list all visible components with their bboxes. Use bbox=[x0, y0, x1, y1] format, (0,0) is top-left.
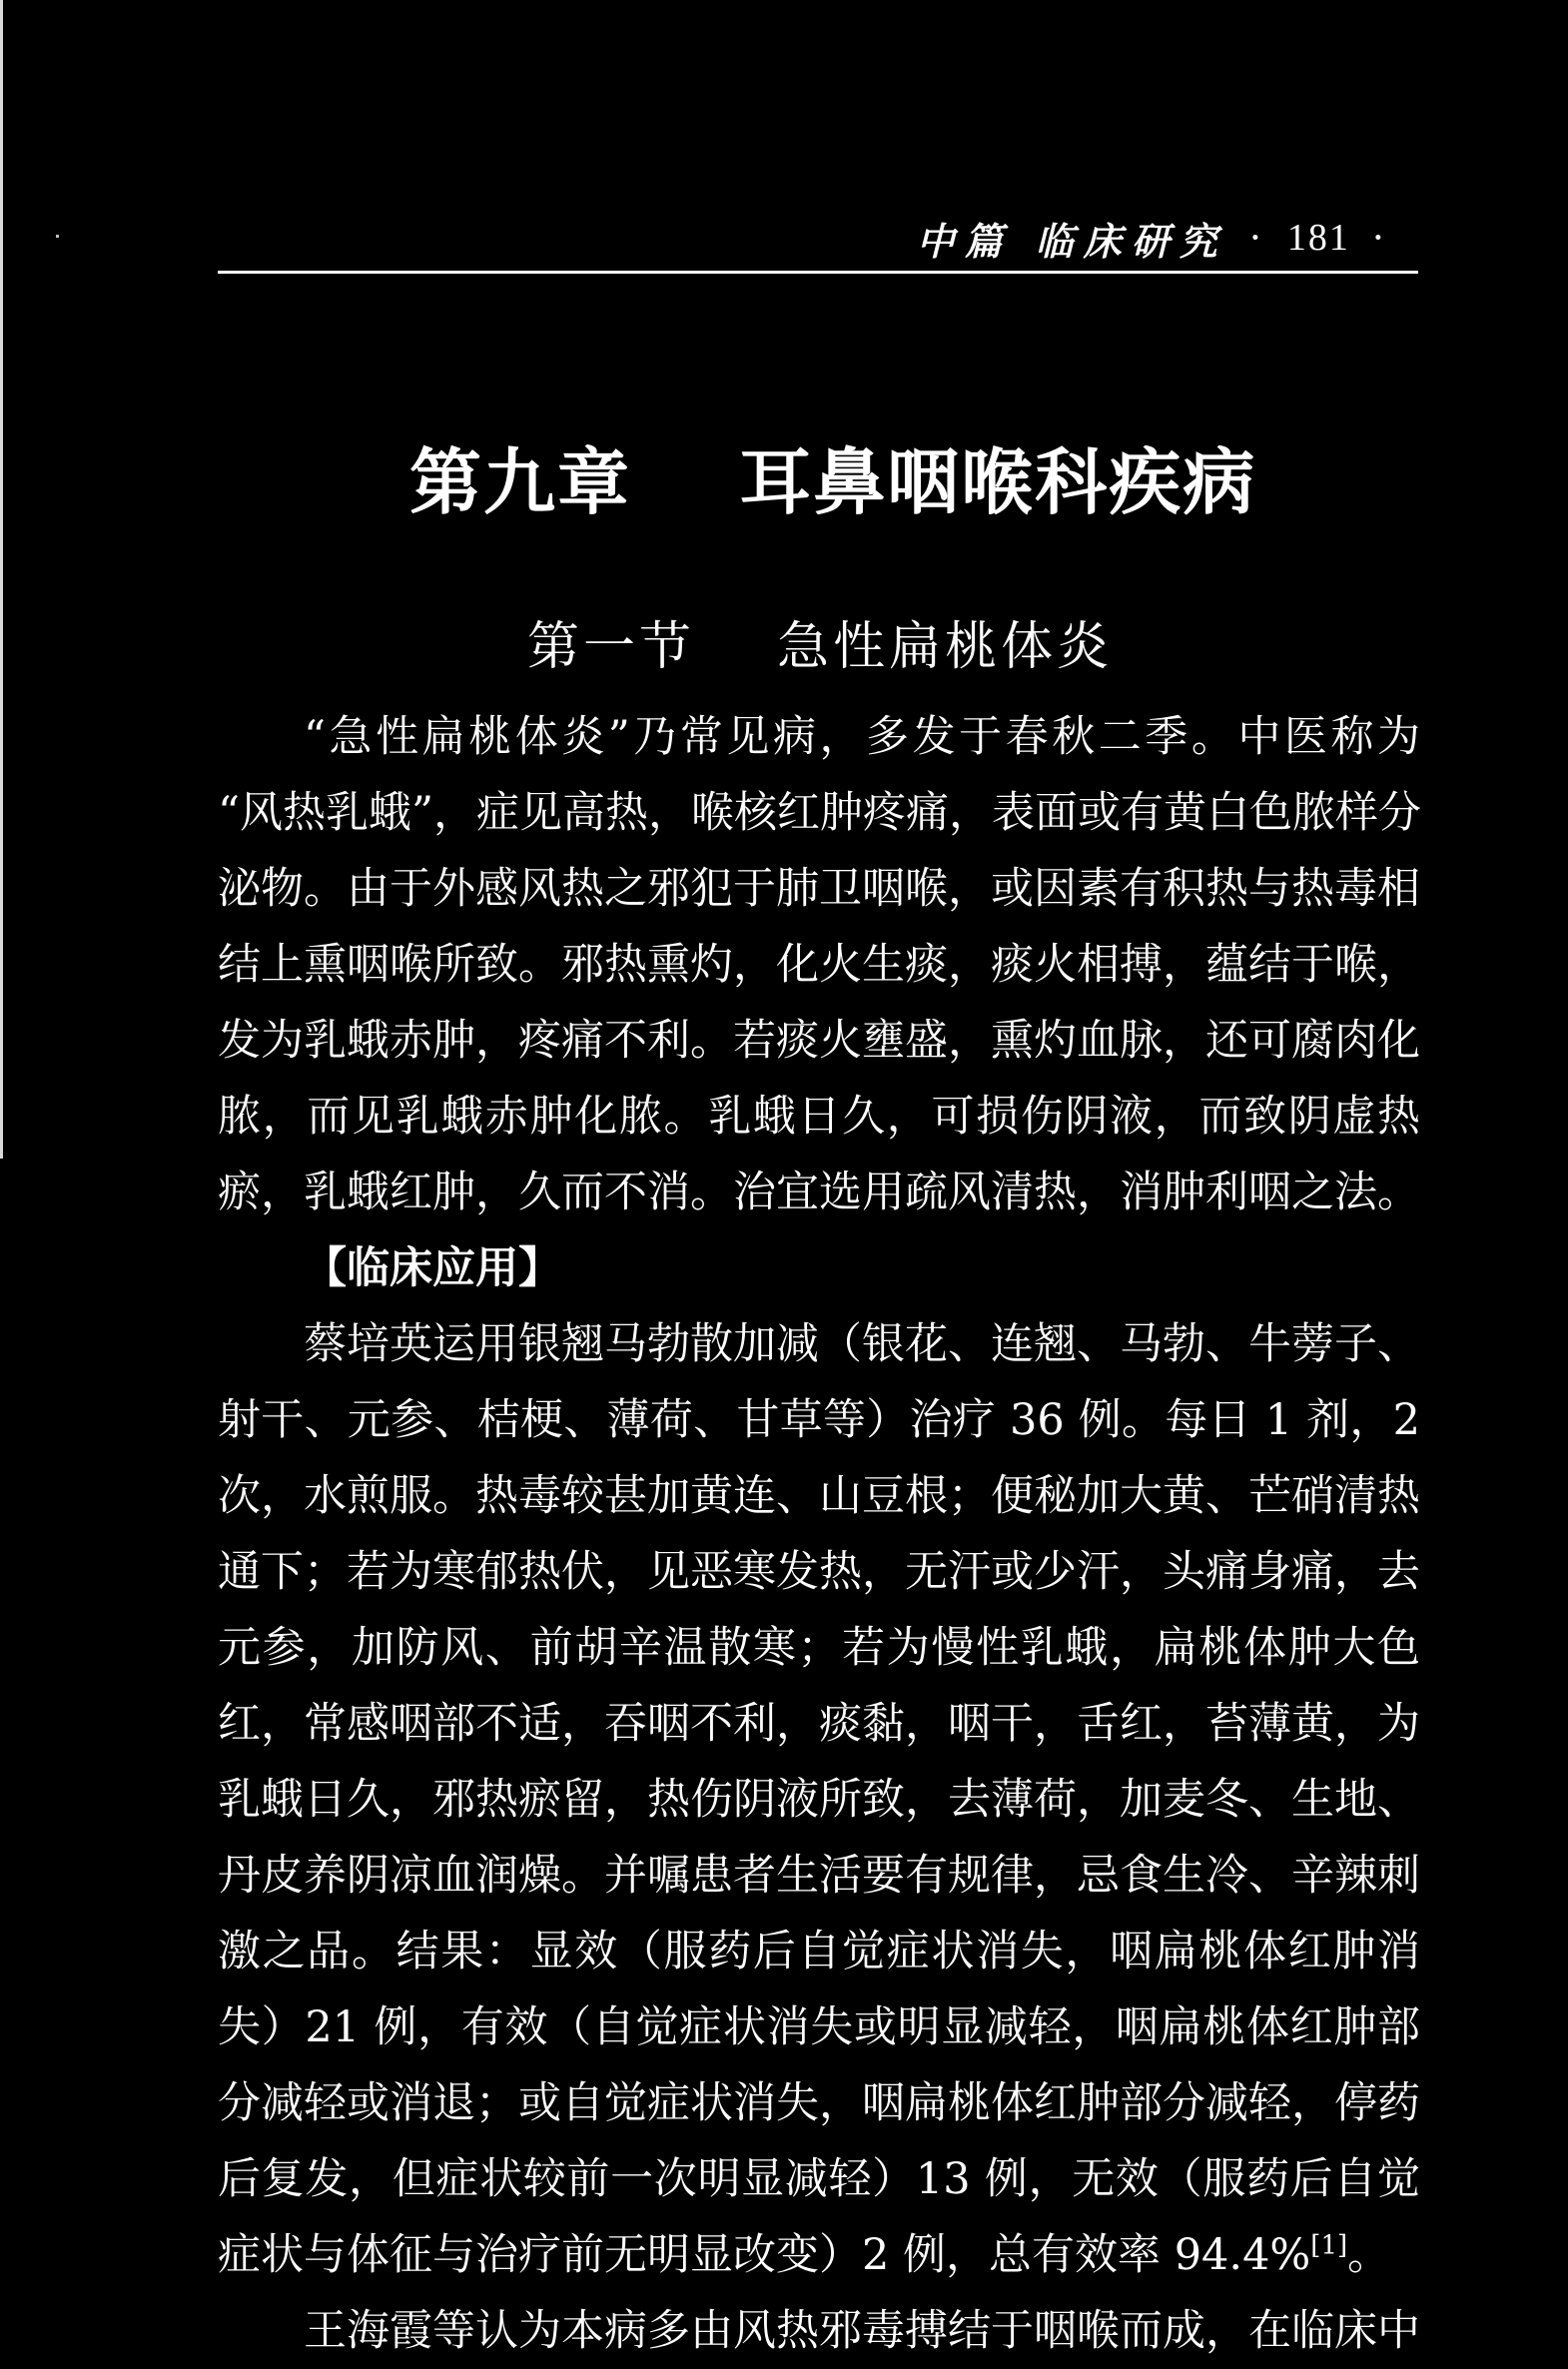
text-line: 丹皮养阴凉血润燥。并嘱患者生活要有规律，忌食生冷、辛辣刺 bbox=[218, 1851, 1420, 1901]
text-line: “风热乳蛾”，症见高热，喉核红肿疼痛，表面或有黄白色脓样分 bbox=[218, 788, 1421, 838]
page-edge-line bbox=[0, 0, 3, 1159]
text-line: 泌物。由于外感风热之邪犯于肺卫咽喉，或因素有积热与热毒相 bbox=[218, 864, 1420, 914]
clinical-application-heading: 【临床应用】 bbox=[304, 1243, 561, 1293]
scan-speck bbox=[56, 235, 59, 238]
text-line: 红，常感咽部不适，吞咽不利，痰黏，咽干，舌红，苔薄黄，为 bbox=[218, 1699, 1420, 1749]
text-line: 蔡培英运用银翘马勃散加减（银花、连翘、马勃、牛蒡子、 bbox=[304, 1319, 1420, 1369]
running-head-bullet-right: · bbox=[1371, 216, 1388, 260]
text-line: 次，水煎服。热毒较甚加黄连、山豆根；便秘加大黄、芒硝清热 bbox=[218, 1471, 1420, 1521]
text-line: 结上熏咽喉所致。邪热熏灼，化火生痰，痰火相搏，蕴结于喉， bbox=[218, 940, 1420, 990]
text-line: 激之品。结果：显效（服药后自觉症状消失，咽扁桃体红肿消 bbox=[218, 1927, 1420, 1976]
running-head bbox=[917, 210, 1388, 266]
text-line: 王海霞等认为本病多由风热邪毒搏结于咽喉而成，在临床中 bbox=[304, 2306, 1420, 2356]
text-line: 通下；若为寒郁热伏，见恶寒发热，无汗或少汗，头痛身痛，去 bbox=[218, 1547, 1420, 1597]
sentence-end: 。 bbox=[1347, 2230, 1391, 2280]
text-line: 发为乳蛾赤肿，疼痛不利。若痰火壅盛，熏灼血脉，还可腐肉化 bbox=[218, 1016, 1420, 1066]
text-line-last: 症状与体征与治疗前无明显改变）2 例，总有效率 94.4% bbox=[218, 2230, 1311, 2280]
text-line-with-citation bbox=[218, 2217, 1420, 2293]
header-rule bbox=[218, 271, 1418, 274]
citation-marker: [1] bbox=[1310, 2230, 1348, 2261]
section-title: 第一节 急性扁桃体炎 bbox=[527, 617, 1114, 677]
text-line: 脓，而见乳蛾赤肿化脓。乳蛾日久，可损伤阴液，而致阴虚热 bbox=[218, 1092, 1420, 1142]
running-head-bullet-left: · bbox=[1248, 216, 1265, 260]
text-line: 瘀，乳蛾红肿，久而不消。治宜选用疏风清热，消肿利咽之法。 bbox=[218, 1168, 1420, 1217]
text-line: 分减轻或消退；或自觉症状消失，咽扁桃体红肿部分减轻，停药 bbox=[218, 2078, 1420, 2128]
text-line: 失）21 例，有效（自觉症状消失或明显减轻，咽扁桃体红肿部 bbox=[218, 2002, 1420, 2052]
chapter-title: 第九章 耳鼻咽喉科疾病 bbox=[409, 439, 1257, 524]
text-line: 乳蛾日久，邪热瘀留，热伤阴液所致，去薄荷，加麦冬、生地、 bbox=[218, 1775, 1420, 1825]
text-line: 元参，加防风、前胡辛温散寒；若为慢性乳蛾，扁桃体肿大色 bbox=[218, 1623, 1420, 1673]
text-line: 射干、元参、桔梗、薄荷、甘草等）治疗 36 例。每日 1 剂，2 bbox=[218, 1395, 1420, 1445]
text-line: “急性扁桃体炎”乃常见病，多发于春秋二季。中医称为 bbox=[304, 712, 1420, 762]
text-line: 后复发，但症状较前一次明显减轻）13 例，无效（服药后自觉 bbox=[218, 2154, 1420, 2204]
page-number: 181 bbox=[1286, 217, 1350, 259]
running-head-title: 中篇 临床研究 bbox=[916, 218, 1227, 264]
